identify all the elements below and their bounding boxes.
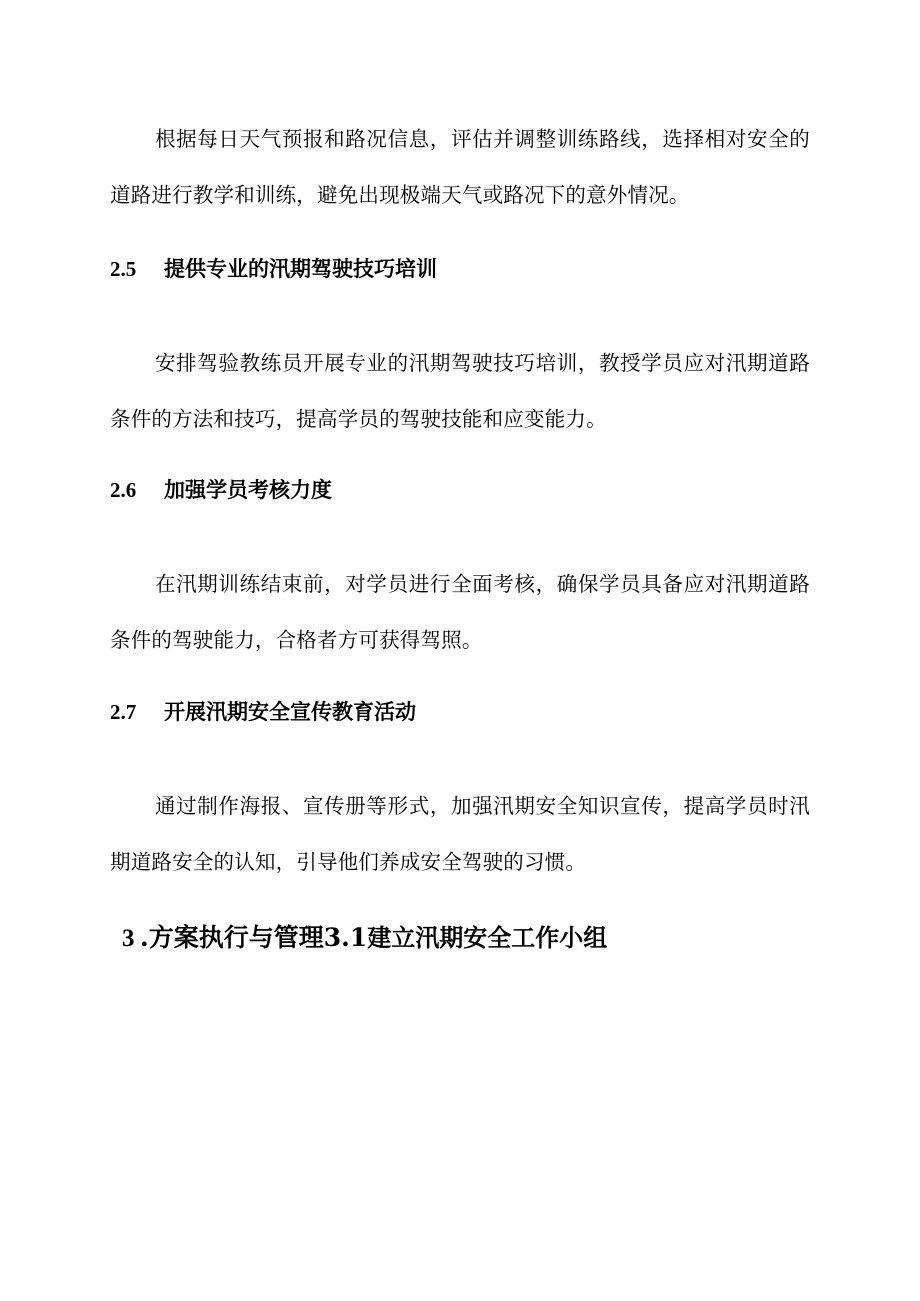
heading-2-5 [110,254,437,284]
paragraph-student-assessment: 在汛期训练结束前，对学员进行全面考核，确保学员具备应对汛期道路条件的驾驶能力，合格者方可获得驾照。 [110,572,810,652]
heading-2-6-number: 2.6 [110,478,137,502]
section-3-heading [122,920,607,957]
paragraph-safety-publicity: 通过制作海报、宣传册等形式，加强汛期安全知识宣传，提高学员时汛期道路安全的认知，引导他们养成安全驾驶的习惯。 [110,794,810,874]
section-3-title: .方案执行与管理3.1 [140,923,368,952]
heading-2-7-title: 开展汛期安全宣传教育活动 [164,700,416,724]
paragraph-driving-skills-training: 安排驾验教练员开展专业的汛期驾驶技巧培训，教授学员应对汛期道路条件的方法和技巧，提高学员的驾驶技能和应变能力。 [110,351,810,431]
section-3-number: 3 [122,925,135,952]
section-3-1-title: 建立汛期安全工作小组 [367,924,608,952]
heading-2-7 [110,697,416,727]
heading-2-5-title: 提供专业的汛期驾驶技巧培训 [164,257,437,281]
heading-2-6-title: 加强学员考核力度 [164,478,332,502]
paragraph-route-adjustment: 根据每日天气预报和路况信息，评估并调整训练路线，选择相对安全的道路进行教学和训练，避免出现极端天气或路况下的意外情况。 [110,127,810,207]
heading-2-6 [110,475,332,505]
heading-2-5-number: 2.5 [110,257,137,281]
heading-2-7-number: 2.7 [110,700,137,724]
